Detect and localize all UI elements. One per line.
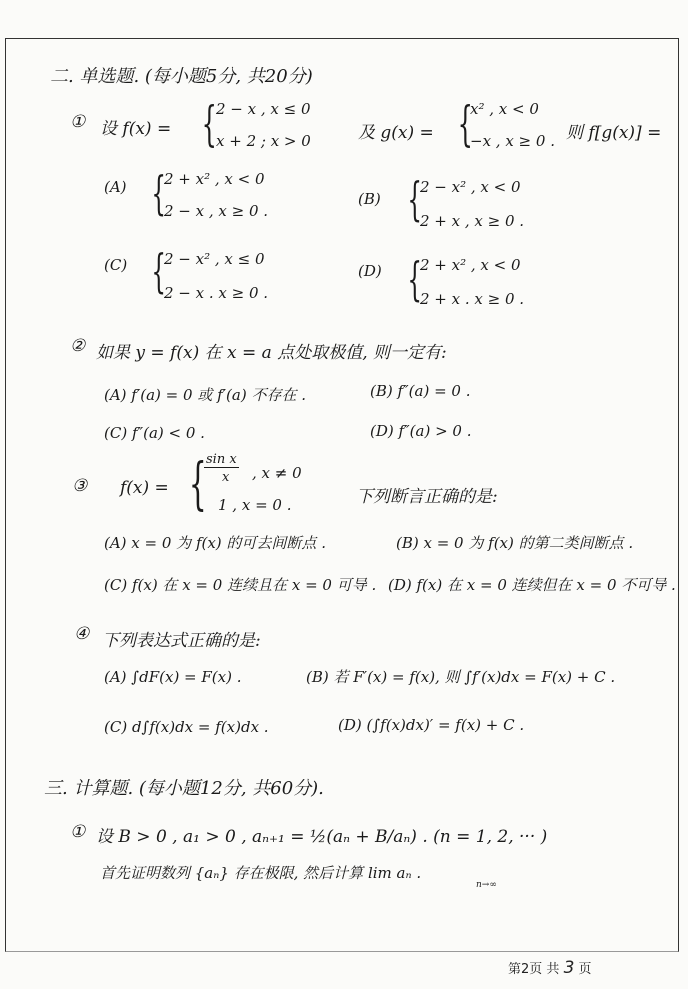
q3-option-c: (C) f(x) 在 x = 0 连续且在 x = 0 可导 .	[104, 576, 377, 594]
q4-option-b: (B) 若 F′(x) = f(x), 则 ∫f′(x)dx = F(x) + C .	[306, 668, 616, 686]
q4-option-c: (C) d∫f(x)dx = f(x)dx .	[104, 718, 269, 736]
section3-heading: 三. 计算题. (每小题12分, 共60分).	[44, 778, 324, 799]
footer-suffix: 页	[578, 962, 592, 977]
q2-option-c: (C) f″(a) < 0 .	[104, 424, 205, 442]
footer-total: 3	[563, 958, 575, 978]
q3-case1-condition: , x ≠ 0	[252, 464, 302, 482]
q3-lead: f(x) =	[120, 478, 169, 498]
q1-d-brace: {	[407, 252, 422, 306]
page-border	[5, 38, 679, 952]
q1-number: ①	[70, 112, 86, 132]
q1-option-a-case2: 2 − x , x ≥ 0 .	[164, 202, 269, 220]
q3-case1-numerator: sin x	[206, 452, 237, 467]
q4-stem: 下列表达式正确的是:	[102, 631, 261, 651]
page-footer	[508, 958, 592, 978]
q1-option-d-label: (D)	[358, 262, 382, 280]
q1-lead: 设 f(x) =	[100, 119, 172, 139]
q1-option-b-label: (B)	[358, 190, 381, 208]
q2-number: ②	[70, 336, 86, 356]
s3-q1-number: ①	[70, 822, 86, 842]
q1-g-case2: −x , x ≥ 0 .	[470, 132, 555, 150]
q1-g-brace: {	[457, 96, 473, 152]
q3-option-a: (A) x = 0 为 f(x) 的可去间断点 .	[104, 534, 326, 552]
footer-mid: 页 共	[529, 962, 560, 977]
q1-c-brace: {	[151, 244, 166, 298]
q1-a-brace: {	[151, 166, 166, 220]
s3-q1-line1: 设 B > 0 , a₁ > 0 , aₙ₊₁ = ½(aₙ + B/aₙ) . (n = 1, 2, ··· )	[96, 827, 548, 847]
q1-mid: 及 g(x) =	[358, 123, 434, 143]
footer-page-number: 2	[521, 962, 530, 977]
q1-option-b-case1: 2 − x² , x < 0	[420, 178, 521, 196]
q2-option-a: (A) f′(a) = 0 或 f′(a) 不存在 .	[104, 386, 307, 404]
q1-option-d-case1: 2 + x² , x < 0	[420, 256, 521, 274]
q1-option-b-case2: 2 + x , x ≥ 0 .	[420, 212, 525, 230]
section2-heading: 二. 单选题. (每小题5分, 共20分)	[50, 66, 313, 87]
q4-option-d: (D) (∫f(x)dx)′ = f(x) + C .	[338, 716, 525, 734]
q3-case2: 1 , x = 0 .	[218, 496, 292, 514]
q4-number: ④	[74, 624, 90, 644]
q2-option-d: (D) f″(a) > 0 .	[370, 422, 472, 440]
q4-option-a: (A) ∫dF(x) = F(x) .	[104, 668, 242, 686]
footer-prefix: 第	[508, 962, 522, 977]
q1-tail: 则 f[g(x)] =	[566, 123, 662, 143]
q1-g-case1: x² , x < 0	[470, 100, 539, 118]
q1-f-case1: 2 − x , x ≤ 0	[216, 100, 311, 118]
q1-f-case2: x + 2 ; x > 0	[216, 132, 311, 150]
q3-case1-denominator: x	[222, 470, 230, 485]
q2-stem: 如果 y = f(x) 在 x = a 点处取极值, 则一定有:	[96, 343, 447, 363]
s3-q1-lim-sub: n→∞	[476, 880, 497, 890]
q3-option-d: (D) f(x) 在 x = 0 连续但在 x = 0 不可导 .	[388, 576, 676, 594]
q1-option-a-case1: 2 + x² , x < 0	[164, 170, 265, 188]
q1-option-c-case1: 2 − x² , x ≤ 0	[164, 250, 265, 268]
q1-option-d-case2: 2 + x . x ≥ 0 .	[420, 290, 525, 308]
s3-q1-line2: 首先证明数列 {aₙ} 存在极限, 然后计算 lim aₙ .	[100, 864, 422, 882]
q1-option-c-label: (C)	[104, 256, 128, 274]
q2-option-b: (B) f″(a) = 0 .	[370, 382, 471, 400]
q1-b-brace: {	[407, 172, 422, 226]
q3-number: ③	[72, 476, 88, 496]
q1-option-c-case2: 2 − x . x ≥ 0 .	[164, 284, 269, 302]
q3-option-b: (B) x = 0 为 f(x) 的第二类间断点 .	[396, 534, 634, 552]
q1-f-brace: {	[201, 96, 217, 152]
q3-tail: 下列断言正确的是:	[356, 487, 498, 507]
q3-brace: {	[188, 452, 207, 517]
q1-option-a-label: (A)	[104, 178, 127, 196]
